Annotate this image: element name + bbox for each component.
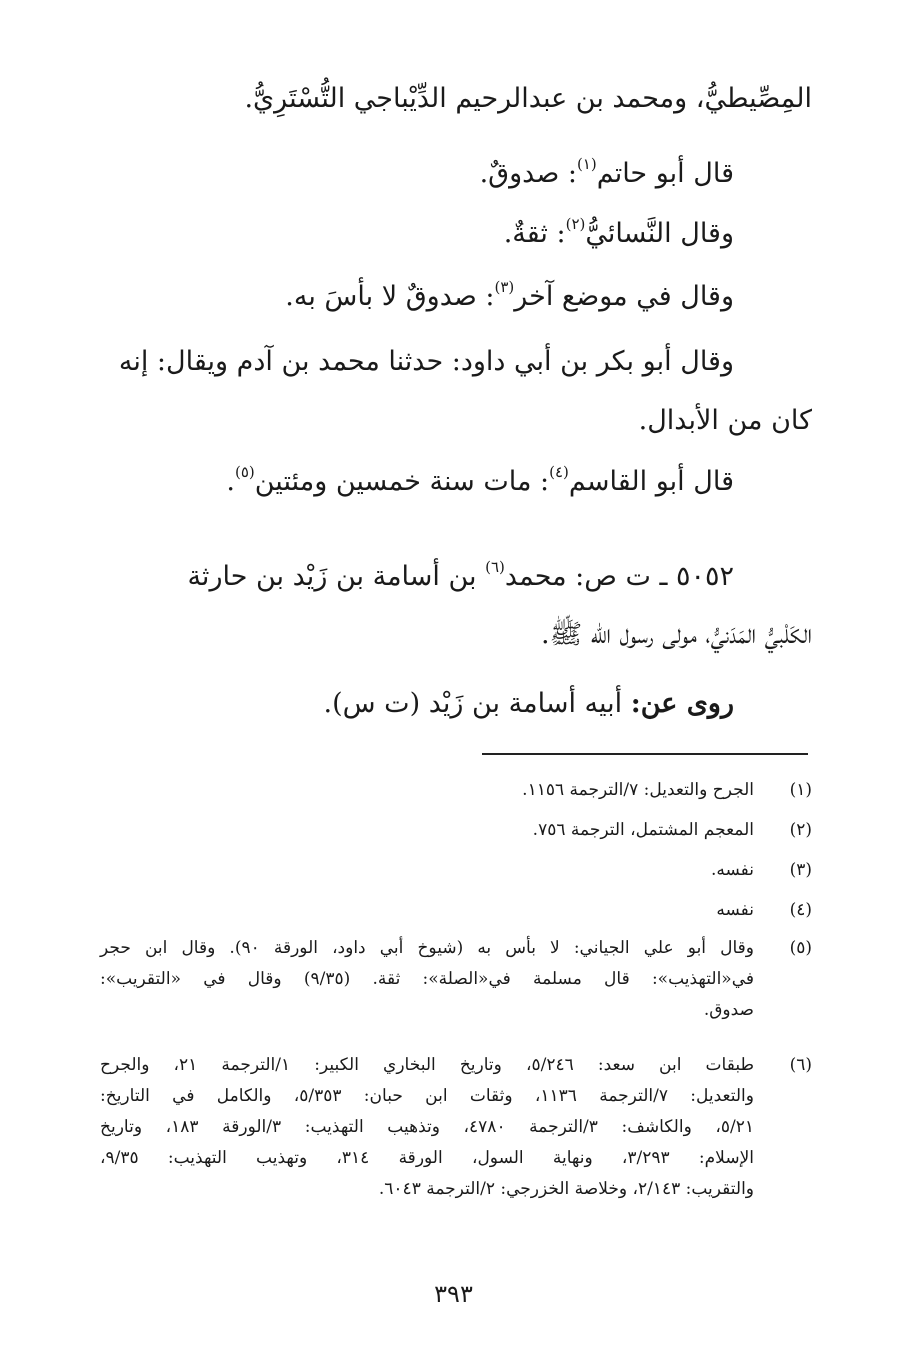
footnote-line: والتعديل: ٧/الترجمة ١١٣٦، وثقات ابن حبان: ٥/٣٥٣، والكامل في التاريخ: bbox=[100, 1086, 754, 1106]
footnote-text bbox=[100, 775, 754, 806]
footnote-line: الإسلام: ٣/٢٩٣، ونهاية السول، الورقة ٣١٤، وتهذيب التهذيب: ٩/٣٥، bbox=[100, 1148, 754, 1168]
text-line-2 bbox=[480, 145, 734, 203]
footnote-number: (٢) bbox=[789, 820, 812, 840]
footnote-line: المعجم المشتمل، الترجمة ٧٥٦. bbox=[532, 820, 754, 840]
footnote-text bbox=[100, 933, 754, 1026]
page-number: ٣٩٣ bbox=[434, 1280, 473, 1308]
footnote-text bbox=[100, 855, 754, 886]
footnote-line: طبقات ابن سعد: ٥/٢٤٦، وتاريخ البخاري الكبير: ١/الترجمة ٢١، والجرح bbox=[100, 1055, 754, 1075]
footnote-line: نفسه bbox=[716, 900, 754, 920]
footnote-line: في«التهذيب»: قال مسلمة في«الصلة»: ثقة. (٩/٣٥) وقال في «التقريب»: bbox=[100, 969, 754, 989]
quote-abu-qasim: قال أبو القاسم bbox=[568, 466, 734, 497]
quote-abu-qasim-end: . bbox=[226, 466, 235, 497]
line-1-text: المِصِّيطيُّ، ومحمد بن عبدالرحيم الدِّيْباجي التُّسْتَرِيُّ. bbox=[244, 83, 812, 114]
footnote-ref-4: (٤) bbox=[549, 463, 569, 481]
text-line-6 bbox=[639, 392, 812, 450]
footnote-ref-1: (١) bbox=[576, 155, 597, 173]
entry-name: بن أسامة بن زَيْد بن حارثة bbox=[187, 561, 486, 592]
riwaya-text: أبيه أسامة بن زَيْد (ت س). bbox=[323, 688, 631, 719]
entry-number: ٥٠٥٢ ـ ت ص: محمد bbox=[504, 561, 734, 592]
quote-abu-hatim: قال أبو حاتم bbox=[596, 158, 734, 189]
footnote-number: (٦) bbox=[789, 1055, 812, 1075]
footnote-number: (٤) bbox=[789, 900, 812, 920]
footnote-number: (١) bbox=[789, 780, 812, 800]
entry-line-2 bbox=[541, 606, 812, 664]
footnote-number: (٥) bbox=[789, 938, 812, 958]
quote-abu-bakr-cont: كان من الأبدال. bbox=[638, 405, 812, 436]
footnote-text bbox=[100, 815, 754, 846]
footnote-line: الجرح والتعديل: ٧/الترجمة ١١٥٦. bbox=[522, 780, 754, 800]
text-line-4 bbox=[285, 268, 734, 326]
entry-heading bbox=[187, 548, 734, 606]
footnote-number: (٣) bbox=[789, 860, 812, 880]
text-line-5 bbox=[119, 333, 734, 391]
footnote-ref-5: (٥) bbox=[234, 463, 255, 481]
text-line-1 bbox=[244, 70, 812, 128]
riwaya-label: روى عن: bbox=[630, 688, 734, 719]
entry-nisba: الكَلْبيُّ المَدَنيُّ، مولى رسول الله ﷺ. bbox=[541, 619, 812, 650]
quote-nasai: وقال النَّسائيُّ bbox=[585, 218, 734, 249]
quote-other-place-rest: : صدوقٌ لا بأسَ به. bbox=[285, 281, 495, 312]
footnote-separator bbox=[482, 753, 808, 755]
footnote-line: وقال أبو علي الجياني: لا بأس به (شيوخ أبي داود، الورقة ٩٠). وقال ابن حجر bbox=[100, 938, 754, 958]
text-line-3 bbox=[504, 205, 734, 263]
quote-other-place: وقال في موضع آخر bbox=[514, 281, 734, 312]
footnote-ref-3: (٣) bbox=[494, 278, 515, 296]
footnote-ref-2: (٢) bbox=[565, 215, 586, 233]
riwaya-line bbox=[324, 675, 735, 733]
footnote-line: والتقريب: ٢/١٤٣، وخلاصة الخزرجي: ٢/الترجمة ٦٠٤٣. bbox=[378, 1179, 754, 1199]
text-line-7 bbox=[226, 453, 734, 511]
footnote-line: صدوق. bbox=[703, 1000, 754, 1020]
footnote-line: ٥/٢١، والكاشف: ٣/الترجمة ٤٧٨٠، وتذهيب التهذيب: ٣/الورقة ١٨٣، وتاريخ bbox=[100, 1117, 754, 1137]
quote-nasai-rest: : ثقةٌ. bbox=[503, 218, 566, 249]
quote-abu-bakr: وقال أبو بكر بن أبي داود: حدثنا محمد بن آدم ويقال: إنه bbox=[118, 346, 734, 377]
footnote-line: نفسه. bbox=[710, 860, 754, 880]
quote-abu-qasim-rest: : مات سنة خمسين ومئتين bbox=[254, 466, 550, 497]
quote-abu-hatim-rest: : صدوقٌ. bbox=[479, 158, 577, 189]
footnote-text bbox=[100, 895, 754, 926]
footnote-ref-6: (٦) bbox=[485, 558, 505, 576]
footnote-text bbox=[100, 1050, 754, 1205]
